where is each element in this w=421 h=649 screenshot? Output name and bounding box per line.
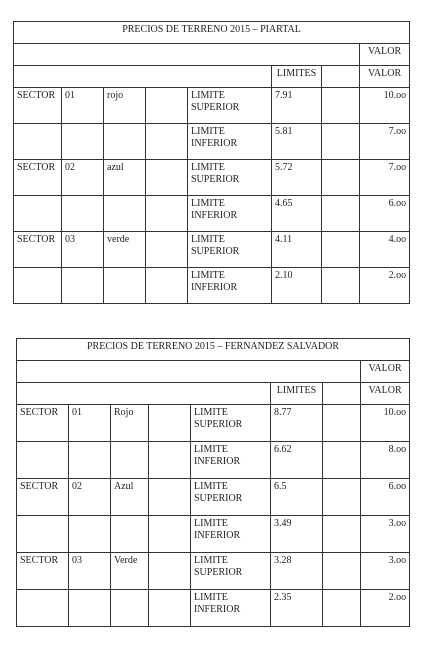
sector-number: [62, 124, 104, 160]
sector-number: [69, 442, 111, 479]
table-row: [17, 442, 410, 479]
table-row: [17, 405, 410, 442]
sector-color: [104, 196, 146, 232]
limit-type: LIMITE SUPERIOR: [191, 553, 271, 590]
sector-color: azul: [104, 160, 146, 196]
blank-cell: [323, 479, 361, 516]
limit-type: LIMITE INFERIOR: [188, 196, 272, 232]
blank-cell: [14, 44, 360, 66]
blank-cell: [146, 196, 188, 232]
limit-type: LIMITE INFERIOR: [191, 442, 271, 479]
table-row: [14, 232, 410, 268]
blank-cell: [149, 405, 191, 442]
price-value: 8.oo: [361, 442, 410, 479]
table-row: [17, 553, 410, 590]
sector-number: 03: [62, 232, 104, 268]
price-value: 3.oo: [361, 553, 410, 590]
limit-value: 7.91: [272, 88, 322, 124]
sector-number: 01: [62, 88, 104, 124]
sector-label: [14, 268, 62, 304]
table-row: [14, 160, 410, 196]
blank-cell: [322, 196, 360, 232]
sector-color: Verde: [111, 553, 149, 590]
table-row: [14, 124, 410, 160]
table-row: [17, 516, 410, 553]
table-row: [14, 196, 410, 232]
blank-cell: [17, 361, 361, 383]
sector-number: 02: [62, 160, 104, 196]
sector-label: [17, 442, 69, 479]
limit-value: 4.65: [272, 196, 322, 232]
limit-value: 2.35: [271, 590, 323, 627]
blank-cell: [322, 268, 360, 304]
limit-value: 5.81: [272, 124, 322, 160]
blank-cell: [146, 268, 188, 304]
sector-label: SECTOR: [14, 160, 62, 196]
limit-value: 2.10: [272, 268, 322, 304]
blank-cell: [323, 590, 361, 627]
limit-type: LIMITE SUPERIOR: [188, 232, 272, 268]
limit-type: LIMITE INFERIOR: [188, 124, 272, 160]
valor-header: VALOR: [360, 44, 410, 66]
limit-type: LIMITE SUPERIOR: [191, 405, 271, 442]
sector-color: [104, 268, 146, 304]
blank-cell: [149, 479, 191, 516]
sector-number: [69, 590, 111, 627]
blank-cell: [323, 516, 361, 553]
sector-label: [14, 196, 62, 232]
limit-value: 4.11: [272, 232, 322, 268]
price-table-piartal: [13, 21, 410, 304]
price-table-fernandez-salvador: [16, 338, 410, 627]
limit-value: 3.49: [271, 516, 323, 553]
price-value: 10.oo: [360, 88, 410, 124]
blank-cell: [146, 160, 188, 196]
blank-cell: [323, 383, 361, 405]
blank-cell: [323, 405, 361, 442]
sector-number: [62, 196, 104, 232]
blank-cell: [149, 516, 191, 553]
blank-cell: [323, 442, 361, 479]
blank-cell: [14, 66, 272, 88]
sector-color: Rojo: [111, 405, 149, 442]
sector-number: 03: [69, 553, 111, 590]
sector-label: SECTOR: [14, 232, 62, 268]
sector-color: verde: [104, 232, 146, 268]
sector-number: [62, 268, 104, 304]
table-row: [17, 590, 410, 627]
price-value: 7.oo: [360, 124, 410, 160]
sector-color: rojo: [104, 88, 146, 124]
limit-type: LIMITE INFERIOR: [191, 516, 271, 553]
blank-cell: [17, 383, 271, 405]
table-title: PRECIOS DE TERRENO 2015 – FERNANDEZ SALVADOR: [17, 339, 410, 361]
blank-cell: [322, 232, 360, 268]
blank-cell: [146, 124, 188, 160]
table-row: [14, 88, 410, 124]
sector-label: [17, 590, 69, 627]
sector-number: 02: [69, 479, 111, 516]
blank-cell: [323, 553, 361, 590]
limit-type: LIMITE INFERIOR: [191, 590, 271, 627]
valor-header: VALOR: [360, 66, 410, 88]
limit-value: 5.72: [272, 160, 322, 196]
blank-cell: [322, 66, 360, 88]
price-value: 6.oo: [360, 196, 410, 232]
price-value: 7.oo: [360, 160, 410, 196]
limit-type: LIMITE INFERIOR: [188, 268, 272, 304]
sector-color: [111, 590, 149, 627]
sector-color: [111, 516, 149, 553]
price-value: 4.oo: [360, 232, 410, 268]
blank-cell: [149, 442, 191, 479]
sector-color: [104, 124, 146, 160]
sector-label: SECTOR: [17, 553, 69, 590]
limit-value: 6.62: [271, 442, 323, 479]
blank-cell: [149, 590, 191, 627]
blank-cell: [322, 124, 360, 160]
price-value: 3.oo: [361, 516, 410, 553]
limit-value: 6.5: [271, 479, 323, 516]
sector-number: [69, 516, 111, 553]
price-value: 10.oo: [361, 405, 410, 442]
blank-cell: [146, 88, 188, 124]
sector-color: Azul: [111, 479, 149, 516]
table-row: [17, 479, 410, 516]
limit-type: LIMITE SUPERIOR: [188, 160, 272, 196]
limites-header: LIMITES: [272, 66, 322, 88]
blank-cell: [322, 160, 360, 196]
limit-type: LIMITE SUPERIOR: [188, 88, 272, 124]
price-value: 2.oo: [361, 590, 410, 627]
sector-label: [14, 124, 62, 160]
price-value: 6.oo: [361, 479, 410, 516]
blank-cell: [322, 88, 360, 124]
limit-value: 8.77: [271, 405, 323, 442]
sector-number: 01: [69, 405, 111, 442]
sector-label: [17, 516, 69, 553]
sector-label: SECTOR: [17, 405, 69, 442]
sector-color: [111, 442, 149, 479]
valor-header: VALOR: [361, 383, 410, 405]
sector-label: SECTOR: [17, 479, 69, 516]
limit-value: 3.28: [271, 553, 323, 590]
table-title: PRECIOS DE TERRENO 2015 – PIARTAL: [14, 22, 410, 44]
valor-header: VALOR: [361, 361, 410, 383]
blank-cell: [149, 553, 191, 590]
table-row: [14, 268, 410, 304]
sector-label: SECTOR: [14, 88, 62, 124]
limites-header: LIMITES: [271, 383, 323, 405]
blank-cell: [146, 232, 188, 268]
limit-type: LIMITE SUPERIOR: [191, 479, 271, 516]
price-value: 2.oo: [360, 268, 410, 304]
